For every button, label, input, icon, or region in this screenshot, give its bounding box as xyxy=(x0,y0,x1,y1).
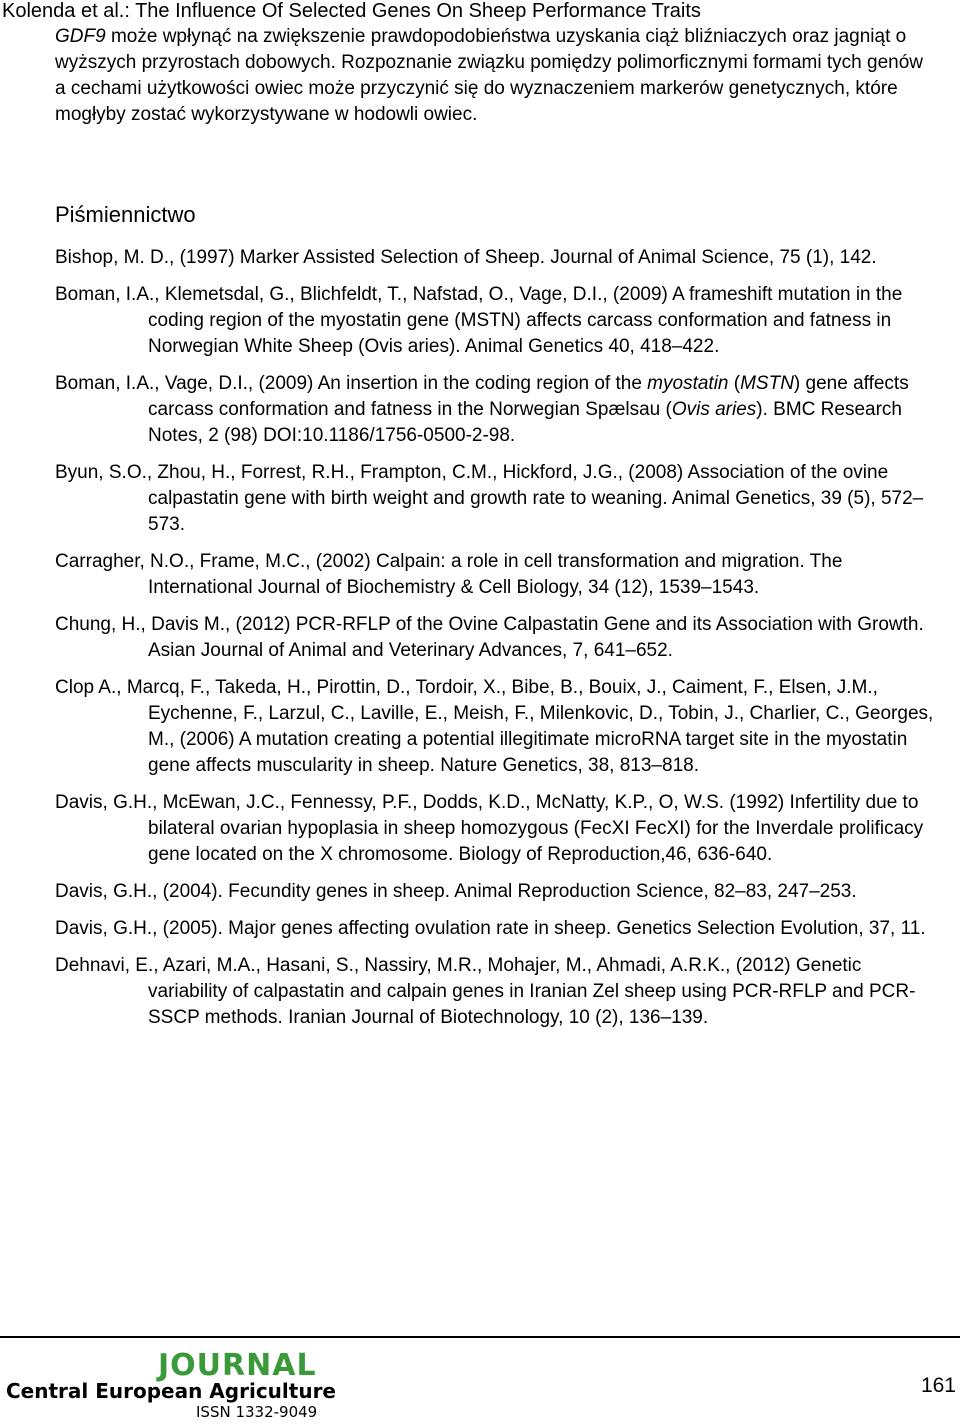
footer-divider xyxy=(0,1336,960,1338)
reference-item: Byun, S.O., Zhou, H., Forrest, R.H., Frampton, C.M., Hickford, J.G., (2008) Association of the ovine calpastatin gene with birth weight and growth rate to weaning. Animal Genetics, 39 (5), 572–573. xyxy=(55,462,924,535)
reference-text: ( xyxy=(728,373,741,394)
reference-list xyxy=(55,245,935,1042)
reference-item: Chung, H., Davis M., (2012) PCR-RFLP of the Ovine Calpastatin Gene and its Association with Growth. Asian Journal of Animal and Veterinary Advances, 7, 641–652. xyxy=(55,614,924,661)
journal-logo xyxy=(6,1350,336,1425)
logo-journal-word: JOURNAL xyxy=(158,1348,317,1383)
gene-name-italic: GDF9 xyxy=(55,26,106,47)
reference-italic: Ovis aries xyxy=(671,399,757,420)
reference-italic: myostatin xyxy=(647,373,729,394)
reference-item: Dehnavi, E., Azari, M.A., Hasani, S., Nassiry, M.R., Mohajer, M., Ahmadi, A.R.K., (2012) Genetic variability of calpastatin and calpain genes in Iranian Zel sheep using PCR-RFLP and PCR-SSCP methods. Iranian Journal of Biotechnology, 10 (2), 136–139. xyxy=(55,955,916,1028)
section-title: Piśmiennictwo xyxy=(55,202,196,227)
reference-item: Bishop, M. D., (1997) Marker Assisted Selection of Sheep. Journal of Animal Science, 75 (1), 142. xyxy=(55,247,877,268)
reference-item xyxy=(55,371,935,449)
logo-issn: ISSN 1332-9049 xyxy=(196,1403,318,1421)
reference-item: Davis, G.H., (2004). Fecundity genes in sheep. Animal Reproduction Science, 82–83, 247–253. xyxy=(55,881,857,902)
reference-item: Boman, I.A., Klemetsdal, G., Blichfeldt, T., Nafstad, O., Vage, D.I., (2009) A frameshift mutation in the coding region of the myostatin gene (MSTN) affects carcass conformation and fatness in Norwegian White Sheep (Ovis aries). Animal Genetics 40, 418–422. xyxy=(55,284,903,357)
reference-text: ). BMC Research Notes, 2 (98) DOI:10.1186/1756-0500-2-98. xyxy=(148,399,902,446)
reference-item: Clop A., Marcq, F., Takeda, H., Pirottin, D., Tordoir, X., Bibe, B., Bouix, J., Caiment, F., Elsen, J.M., Eychenne, F., Larzul, C., Laville, E., Meish, F., Milenkovic, D., Tobin, J., Charlier, C., Georges, M., (2006) A mutation creating a potential illegitimate microRNA target site in the myostatin gene affects muscularity in sheep. Nature Genetics, 38, 813–818. xyxy=(55,677,934,776)
reference-text: Boman, I.A., Vage, D.I., (2009) An insertion in the coding region of the xyxy=(55,373,648,394)
intro-text: może wpłynąć na zwiększenie prawdopodobieństwa uzyskania ciąż bliźniaczych oraz jagniąt o wyższych przyrostach dobowych. Rozpoznanie związku pomiędzy polimorficznymi formami tych genów a cechami użytkowości owiec może przyczynić się do wyznaczeniem markerów genetycznych, które mogłyby zostać wykorzystywane w hodowli owiec. xyxy=(55,26,923,125)
reference-item: Carragher, N.O., Frame, M.C., (2002) Calpain: a role in cell transformation and migration. The International Journal of Biochemistry & Cell Biology, 34 (12), 1539–1543. xyxy=(55,551,843,598)
reference-item: Davis, G.H., (2005). Major genes affecting ovulation rate in sheep. Genetics Selection Evolution, 37, 11. xyxy=(55,918,926,939)
reference-text: ) gene affects carcass conformation and fatness in the Norwegian Spælsau ( xyxy=(148,373,909,420)
logo-journal-name: Central European Agriculture xyxy=(6,1379,336,1403)
page-number: 161 xyxy=(920,1374,956,1397)
running-header: Kolenda et al.: The Influence Of Selected Genes On Sheep Performance Traits xyxy=(2,0,701,22)
reference-item: Davis, G.H., McEwan, J.C., Fennessy, P.F., Dodds, K.D., McNatty, K.P., O, W.S. (1992) Infertility due to bilateral ovarian hypoplasia in sheep homozygous (FecXI FecXI) for the Inverdale prolificacy gene located on the X chromosome. Biology of Reproduction,46, 636-640. xyxy=(55,792,924,865)
reference-italic: MSTN xyxy=(740,373,794,394)
intro-paragraph xyxy=(55,24,935,128)
